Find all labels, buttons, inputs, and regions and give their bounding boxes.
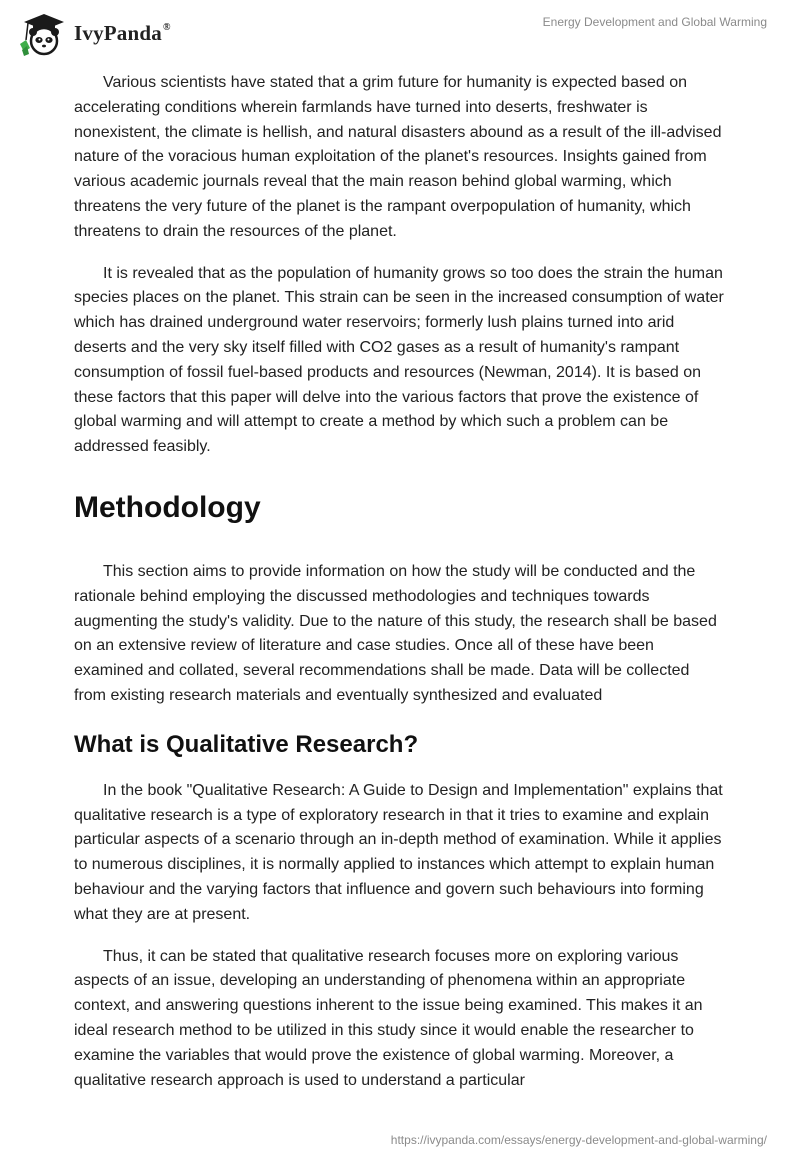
section-heading-methodology: Methodology <box>74 490 261 524</box>
essay-body <box>74 71 724 1093</box>
document-title: Energy Development and Global Warming <box>542 15 767 29</box>
paragraph: Thus, it can be stated that qualitative research focuses more on exploring various aspects of an issue, developing an understanding of phenomena within an appropriate context, and answering questions inherent to the issue being examined. This makes it an ideal research method to be utilized in this study since it would enable the researcher to examine the variables that would prove the existence of global warming. Moreover, a qualitative research approach is used to understand a particular <box>74 947 703 1089</box>
panda-graduate-icon <box>16 10 68 58</box>
subsection-heading-qualitative-research: What is Qualitative Research? <box>74 730 419 758</box>
paragraph: Various scientists have stated that a grim future for humanity is expected based on accelerating conditions wherein farmlands have turned into deserts, freshwater is nonexistent, the climate is hellish, and natural disasters abound as a result of the ill-advised nature of the voracious human exploitation of the planet's resources. Insights gained from various academic journals reveal that the main reason behind global warming, which threatens the very future of the planet is the rampant overpopulation of humanity, which threatens to drain the resources of the planet. <box>74 74 722 240</box>
paragraph: It is revealed that as the population of humanity grows so too does the strain the human species places on the planet. This strain can be seen in the increased consumption of water which has drained underground water reservoirs; formerly lush plains turned into arid deserts and the very sky itself filled with CO2 gases as a result of humanity's rampant consumption of fossil fuel-based products and resources (Newman, 2014). It is based on these factors that this paper will delve into the various factors that prove the existence of global warming and will attempt to create a method by which such a problem can be addressed feasibly. <box>74 264 724 456</box>
ivypanda-logo[interactable] <box>16 10 196 58</box>
page-header <box>0 0 800 70</box>
paragraph: In the book "Qualitative Research: A Guide to Design and Implementation" explains that qualitative research is a type of exploratory research in that it tries to examine and explain particular aspects of a scenario through an in-depth method of examination. While it applies to numerous disciplines, it is normally applied to instances which attempt to explain human behaviour and the varying factors that influence and govern such behaviours into forming what they are at present. <box>74 781 723 923</box>
brand-name: IvyPanda® <box>74 21 171 45</box>
source-url[interactable]: https://ivypanda.com/essays/energy-development-and-global-warming/ <box>390 1133 767 1147</box>
registered-mark: ® <box>162 22 171 33</box>
paragraph: This section aims to provide information on how the study will be conducted and the rationale behind employing the discussed methodologies and techniques towards augmenting the study's validity. Due to the nature of this study, the research shall be based on an extensive review of literature and case studies. Once all of these have been examined and collated, several recommendations shall be made. Data will be collected from existing research materials and eventually synthesized and evaluated <box>74 562 717 704</box>
